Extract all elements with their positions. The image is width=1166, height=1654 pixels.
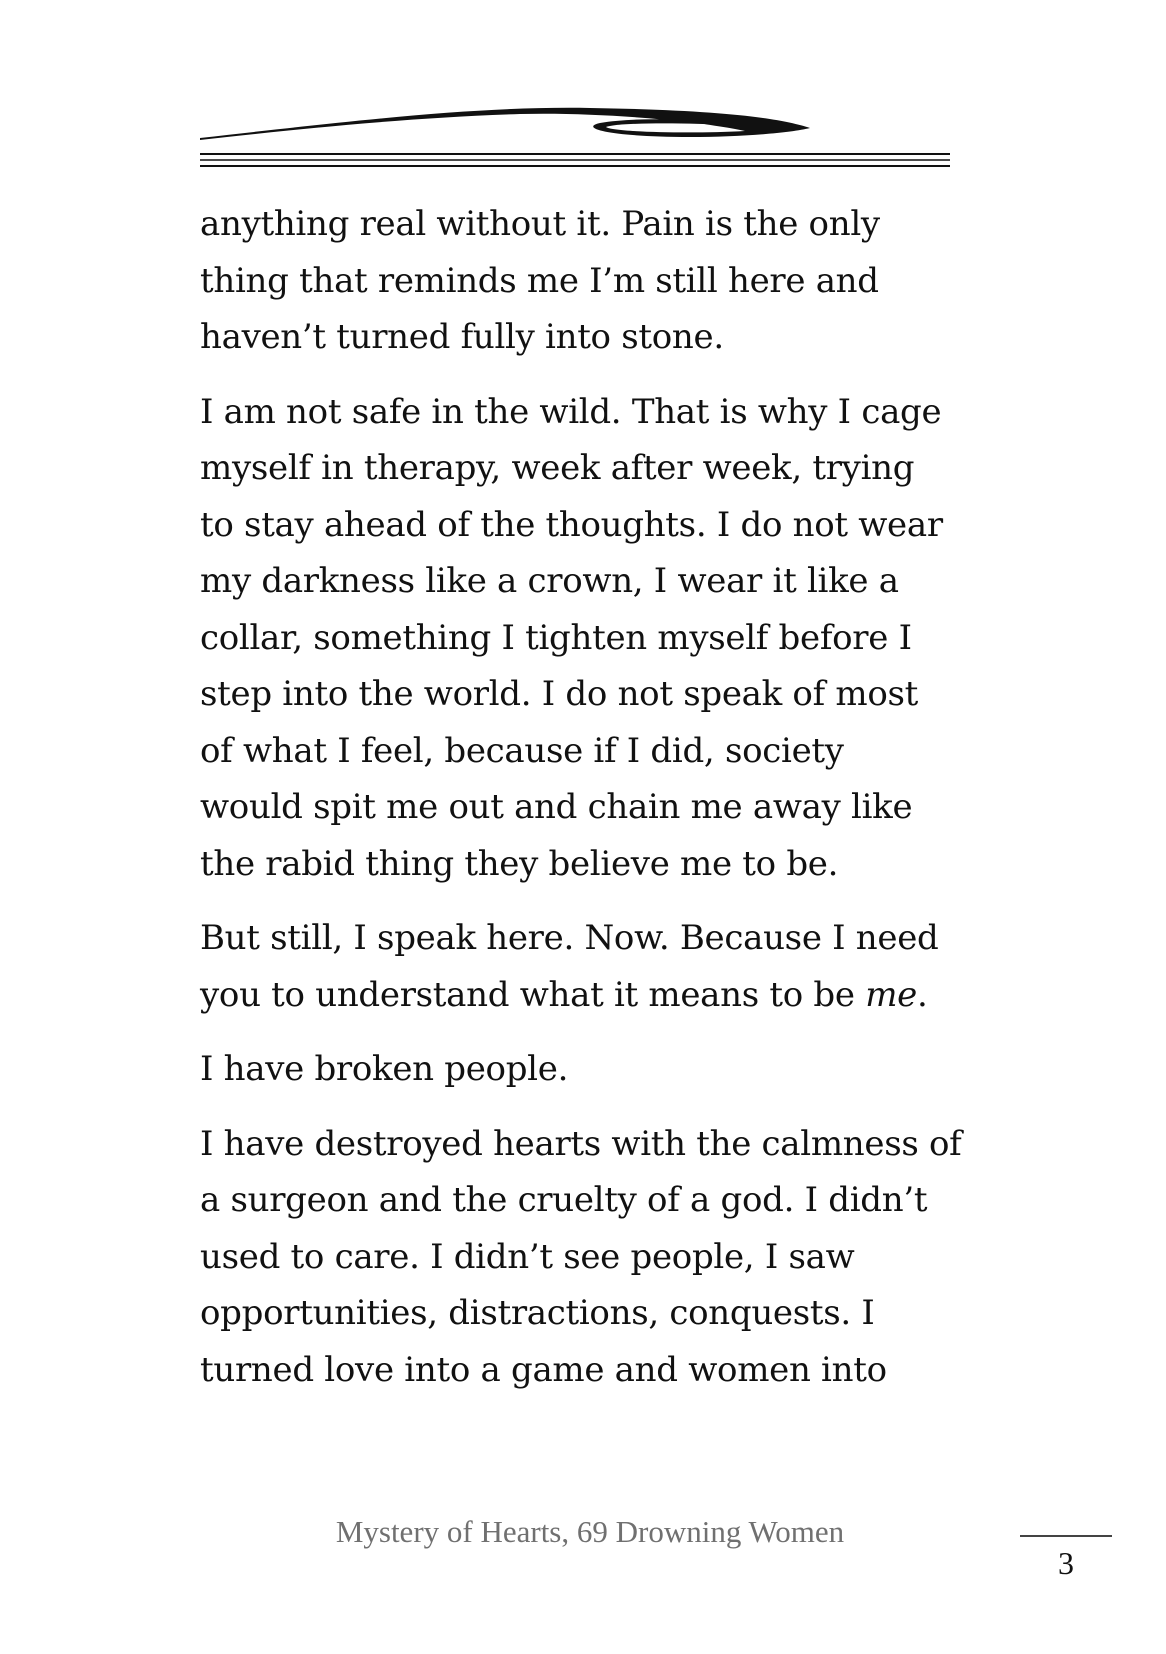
text-line: I am not safe in the wild. That is why I cage bbox=[200, 391, 942, 432]
text-line: turned love into a game and women into bbox=[200, 1349, 887, 1390]
text-line bbox=[200, 967, 980, 1024]
page-number: 3 bbox=[1058, 1545, 1074, 1581]
text-line: I have broken people. bbox=[200, 1049, 569, 1089]
emphasis-word: me bbox=[865, 974, 917, 1015]
paragraph-1 bbox=[200, 196, 980, 366]
text-line: myself in therapy, week after week, trying bbox=[200, 448, 915, 488]
text-line: step into the world. I do not speak of most bbox=[200, 674, 919, 714]
text-line: I have destroyed hearts with the calmness of bbox=[200, 1123, 962, 1164]
text-line: the rabid thing they believe me to be. bbox=[200, 843, 839, 884]
text-line: collar, something I tighten myself before I bbox=[200, 617, 912, 658]
text-line-lead: you to understand what it means to be bbox=[200, 974, 866, 1015]
text-line: my darkness like a crown, I wear it like a bbox=[200, 561, 899, 601]
text-line: anything real without it. Pain is the only bbox=[200, 204, 880, 244]
header-swoosh bbox=[200, 108, 810, 140]
text-line: a surgeon and the cruelty of a god. I didn’t bbox=[200, 1180, 928, 1220]
paragraph-4 bbox=[200, 1041, 980, 1098]
text-line: opportunities, distractions, conquests. I bbox=[200, 1293, 875, 1333]
emphasis-trailing: . bbox=[916, 974, 928, 1015]
body-text bbox=[200, 196, 980, 1398]
paragraph-3 bbox=[200, 910, 980, 1023]
page-number-rule bbox=[1020, 1535, 1112, 1537]
text-line: to stay ahead of the thoughts. I do not wear bbox=[200, 504, 943, 545]
text-line: thing that reminds me I’m still here and bbox=[200, 260, 879, 301]
text-line: of what I feel, because if I did, society bbox=[200, 730, 844, 771]
paragraph-2 bbox=[200, 384, 980, 893]
paragraph-5 bbox=[200, 1116, 980, 1399]
text-line: But still, I speak here. Now. Because I need bbox=[200, 918, 939, 958]
text-line: used to care. I didn’t see people, I saw bbox=[200, 1236, 855, 1277]
text-line: would spit me out and chain me away like bbox=[200, 787, 913, 827]
header-ornament bbox=[0, 0, 1166, 180]
text-line: haven’t turned fully into stone. bbox=[200, 317, 724, 357]
footer-book-title: Mystery of Hearts, 69 Drowning Women bbox=[335, 1514, 845, 1549]
